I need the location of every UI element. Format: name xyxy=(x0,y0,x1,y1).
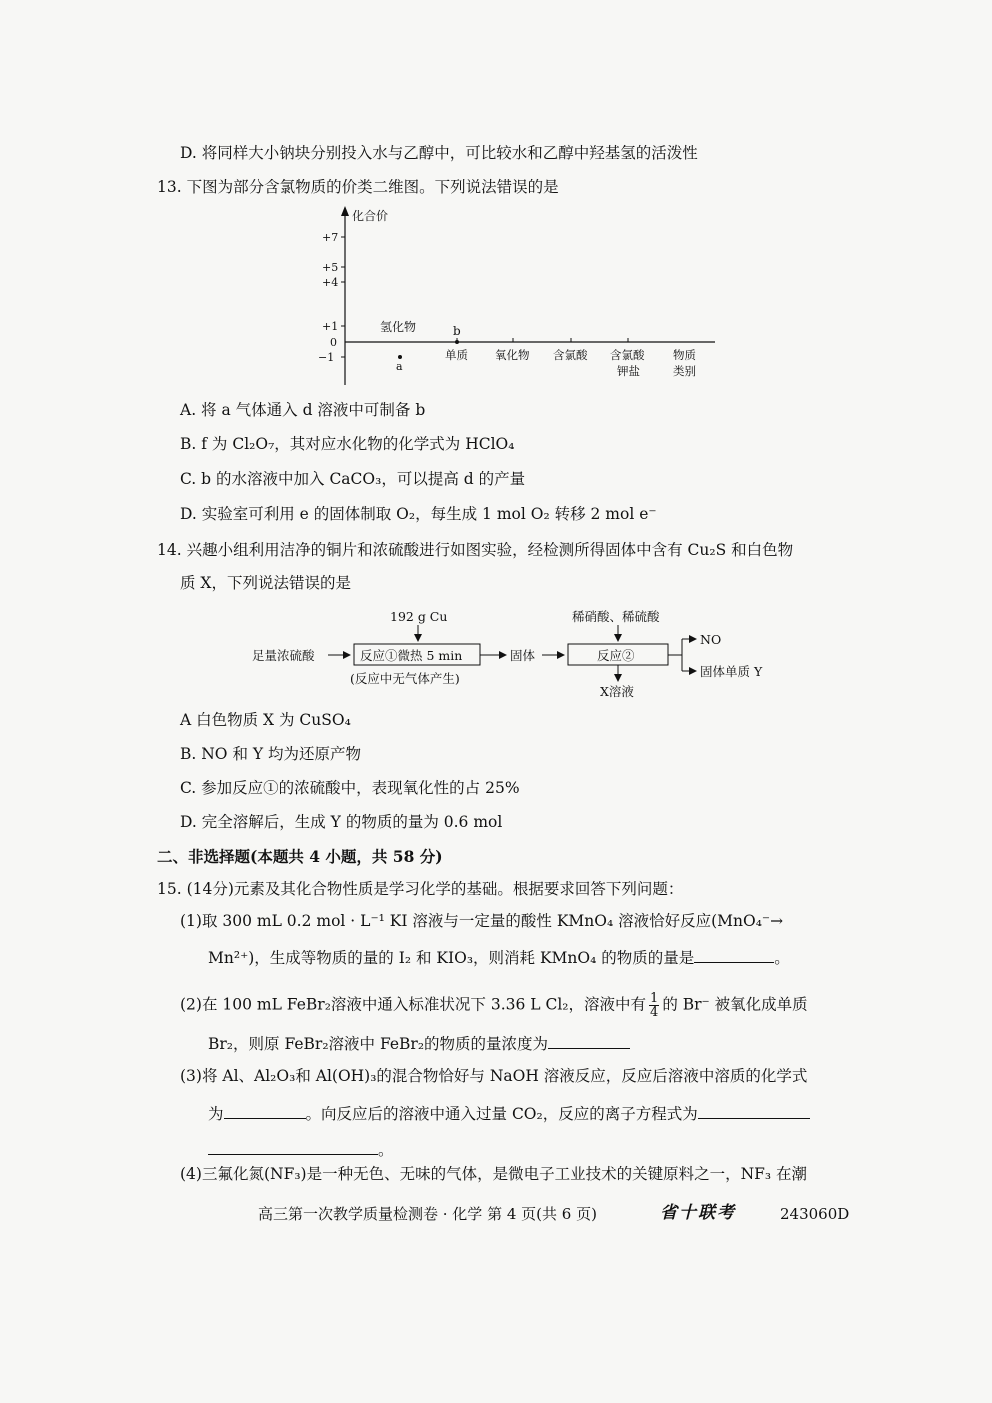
x-categories xyxy=(445,338,696,378)
y-ticks xyxy=(318,231,345,364)
footer-brand: 省十联考 xyxy=(660,1203,736,1223)
q14-stem-line2: 质 X，下列说法错误的是 xyxy=(180,574,351,592)
q12-option-d: D. 将同样大小钠块分别投入水与乙醇中，可比较水和乙醇中羟基氢的活泼性 xyxy=(180,144,698,162)
section-2-heading: 二、非选择题(本题共 4 小题，共 58 分) xyxy=(157,847,443,866)
x-category-label: 类别 xyxy=(673,364,696,378)
acid-label: 足量浓硫酸 xyxy=(252,648,315,663)
footer-code: 243060D xyxy=(780,1205,850,1223)
x-category-label: 物质 xyxy=(673,348,696,362)
q15-part2-line2: Br₂，则原 FeBr₂溶液中 FeBr₂的物质的量浓度为 xyxy=(208,1034,630,1053)
fraction-one-quarter: $\frac{1}{4}$ xyxy=(650,991,659,1020)
reaction1-label: 反应①微热 5 min xyxy=(360,648,463,663)
y-axis-arrow xyxy=(341,206,349,216)
q15-stem: 15. (14分)元素及其化合物性质是学习化学的基础。根据要求回答下列问题： xyxy=(157,880,684,898)
x-category-label: 单质 xyxy=(445,348,468,362)
q15-part3-line1: (3)将 Al、Al₂O₃和 Al(OH)₃的混合物恰好与 NaOH 溶液反应，反应后溶液中溶质的化学式 xyxy=(180,1067,808,1085)
answer-blank[interactable] xyxy=(698,1104,810,1119)
x-category-label: 氧化物 xyxy=(495,348,530,362)
reaction1-note: (反应中无气体产生) xyxy=(350,671,460,686)
y-axis-label: 化合价 xyxy=(352,209,389,223)
y-tick-label: +1 xyxy=(322,320,339,333)
q13-option-d: D. 实验室可利用 e 的固体制取 O₂，每生成 1 mol O₂ 转移 2 mol e⁻ xyxy=(180,505,657,523)
y-tick-label: −1 xyxy=(318,351,335,364)
answer-blank[interactable] xyxy=(224,1104,306,1119)
q15-part1-line1: (1)取 300 mL 0.2 mol · L⁻¹ KI 溶液与一定量的酸性 KMnO₄ 溶液恰好反应(MnO₄⁻→ xyxy=(180,912,784,930)
q13-option-a: A. 将 a 气体通入 d 溶液中可制备 b xyxy=(180,401,426,419)
q13-stem: 13. 下图为部分含氯物质的价类二维图。下列说法错误的是 xyxy=(157,178,559,196)
q13-valence-class-diagram xyxy=(300,200,720,390)
cu-label: 192 g Cu xyxy=(390,609,448,624)
q15-part1-line2: Mn²⁺)，生成等物质的量的 I₂ 和 KIO₃，则消耗 KMnO₄ 的物质的量是 。 xyxy=(208,949,790,967)
y-tick-label: 0 xyxy=(330,336,337,349)
no-label: NO xyxy=(700,632,722,647)
x-solution-label: X溶液 xyxy=(600,684,634,699)
q14-option-d: D. 完全溶解后，生成 Y 的物质的量为 0.6 mol xyxy=(180,813,503,831)
q13-option-b: B. f 为 Cl₂O₇，其对应水化物的化学式为 HClO₄ xyxy=(180,435,515,453)
answer-blank[interactable] xyxy=(548,1034,630,1049)
reaction2-label: 反应② xyxy=(597,648,635,663)
y-tick-label: +5 xyxy=(322,261,339,274)
q14-flow-diagram xyxy=(250,603,790,703)
q15-part2-line1: (2)在 100 mL FeBr₂溶液中通入标准状况下 3.36 L Cl₂，溶液中有 $\frac{1}{4}$ 的 Br⁻ 被氧化成单质 xyxy=(180,991,808,1020)
category-hydride: 氢化物 xyxy=(380,320,417,334)
y-solid-label: 固体单质 Y xyxy=(700,664,763,679)
answer-blank[interactable] xyxy=(208,1140,378,1155)
reagents-label: 稀硝酸、稀硫酸 xyxy=(572,609,660,624)
answer-blank[interactable] xyxy=(694,948,774,963)
point-a-label: a xyxy=(396,360,403,373)
y-tick-label: +7 xyxy=(322,231,339,244)
q14-option-b: B. NO 和 Y 均为还原产物 xyxy=(180,745,362,763)
q13-option-c: C. b 的水溶液中加入 CaCO₃，可以提高 d 的产量 xyxy=(180,470,526,488)
x-category-label: 含氯酸 xyxy=(610,348,645,362)
solid-label: 固体 xyxy=(510,648,536,663)
point-a xyxy=(398,355,402,359)
q14-option-c: C. 参加反应①的浓硫酸中，表现氧化性的占 25% xyxy=(180,779,520,797)
x-category-label: 钾盐 xyxy=(617,364,640,378)
footer-text: 高三第一次教学质量检测卷 · 化学 第 4 页(共 6 页) xyxy=(258,1205,597,1223)
q15-part3-line3: 。 xyxy=(208,1140,394,1159)
q14-stem-line1: 14. 兴趣小组利用洁净的铜片和浓硫酸进行如图实验，经检测所得固体中含有 Cu₂S 和白色物 xyxy=(157,541,794,559)
point-b-label: b xyxy=(453,324,461,338)
x-category-label: 含氯酸 xyxy=(553,348,588,362)
y-tick-label: +4 xyxy=(322,276,339,289)
q14-option-a: A 白色物质 X 为 CuSO₄ xyxy=(180,711,351,729)
q15-part3-line2: 为 。向反应后的溶液中通入过量 CO₂，反应的离子方程式为 xyxy=(208,1104,810,1123)
q15-part4-line1: (4)三氟化氮(NF₃)是一种无色、无味的气体，是微电子工业技术的关键原料之一，NF₃ 在潮 xyxy=(180,1165,808,1183)
